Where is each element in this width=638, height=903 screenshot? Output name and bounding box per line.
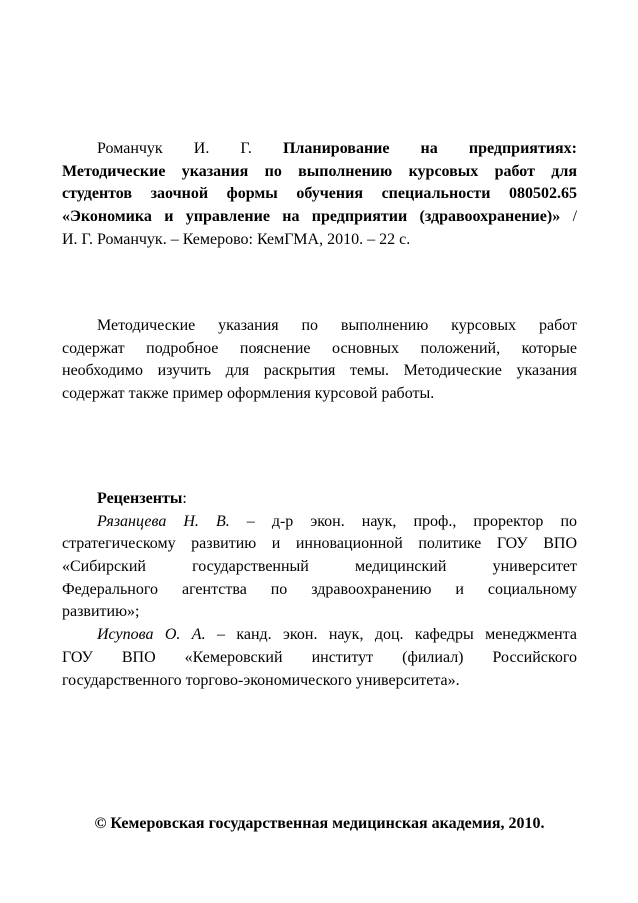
abstract-line-2: содержат подробное пояснение основных положений, которые <box>62 339 577 357</box>
abstract-line-1: Методические указания по выполнению курсовых работ <box>97 317 577 334</box>
reviewers-colon: : <box>182 490 187 507</box>
abstract-paragraph <box>62 315 577 406</box>
abstract-line-4: содержат также пример оформления курсовой работы. <box>62 385 435 403</box>
bib-line-4 <box>62 206 577 229</box>
reviewer-2-line-3: государственного торгово-экономического университета». <box>62 671 460 689</box>
bib-title-line-4: «Экономика и управление на предприятии (здравоохранение)» <box>62 208 561 226</box>
reviewer-1-name: Рязанцева Н. В. <box>97 512 230 530</box>
bibliographic-description <box>62 138 577 251</box>
reviewers-section <box>62 488 577 692</box>
bib-title-head: Планирование на предприятиях: <box>282 140 578 157</box>
bib-line-3: студентов заочной формы обучения специальности 080502.65 <box>62 185 577 203</box>
reviewer-1-line-4: Федерального агентства по здравоохранению и социальному <box>62 580 577 598</box>
copyright-text: © Кемеровская государственная медицинская академия, 2010. <box>94 815 545 832</box>
reviewer-1-line-3: «Сибирский государственный медицинский университет <box>62 558 577 576</box>
bib-line-1 <box>62 138 577 161</box>
reviewers-heading: Рецензенты <box>97 490 183 507</box>
copyright-line <box>62 815 577 833</box>
bib-line-5: И. Г. Романчук. – Кемерово: КемГМА, 2010. – 22 с. <box>62 230 411 248</box>
reviewer-1-line-1 <box>62 511 577 534</box>
abstract-line-3: необходимо изучить для раскрытия темы. Методические указания <box>62 362 577 380</box>
reviewer-2-line-2: ГОУ ВПО «Кемеровский институт (филиал) Российского <box>62 648 577 666</box>
reviewer-2-name: Исупова О. А. <box>97 626 206 644</box>
reviewer-2-title: – канд. экон. наук, доц. кафедры менеджмента <box>216 626 578 644</box>
bib-author: Романчук И. Г. <box>97 140 252 157</box>
reviewer-1-title: – д-р экон. наук, проф., проректор по <box>246 512 578 530</box>
reviewer-1-line-2: стратегическому развитию и инновационной политике ГОУ ВПО <box>62 535 577 553</box>
reviewer-2-line-1 <box>62 624 577 647</box>
bib-line-2: Методические указания по выполнению курсовых работ для <box>62 162 577 180</box>
reviewer-1-line-5: развитию»; <box>62 603 140 621</box>
bib-slash: / <box>572 208 578 226</box>
reviewers-heading-line <box>62 488 577 511</box>
